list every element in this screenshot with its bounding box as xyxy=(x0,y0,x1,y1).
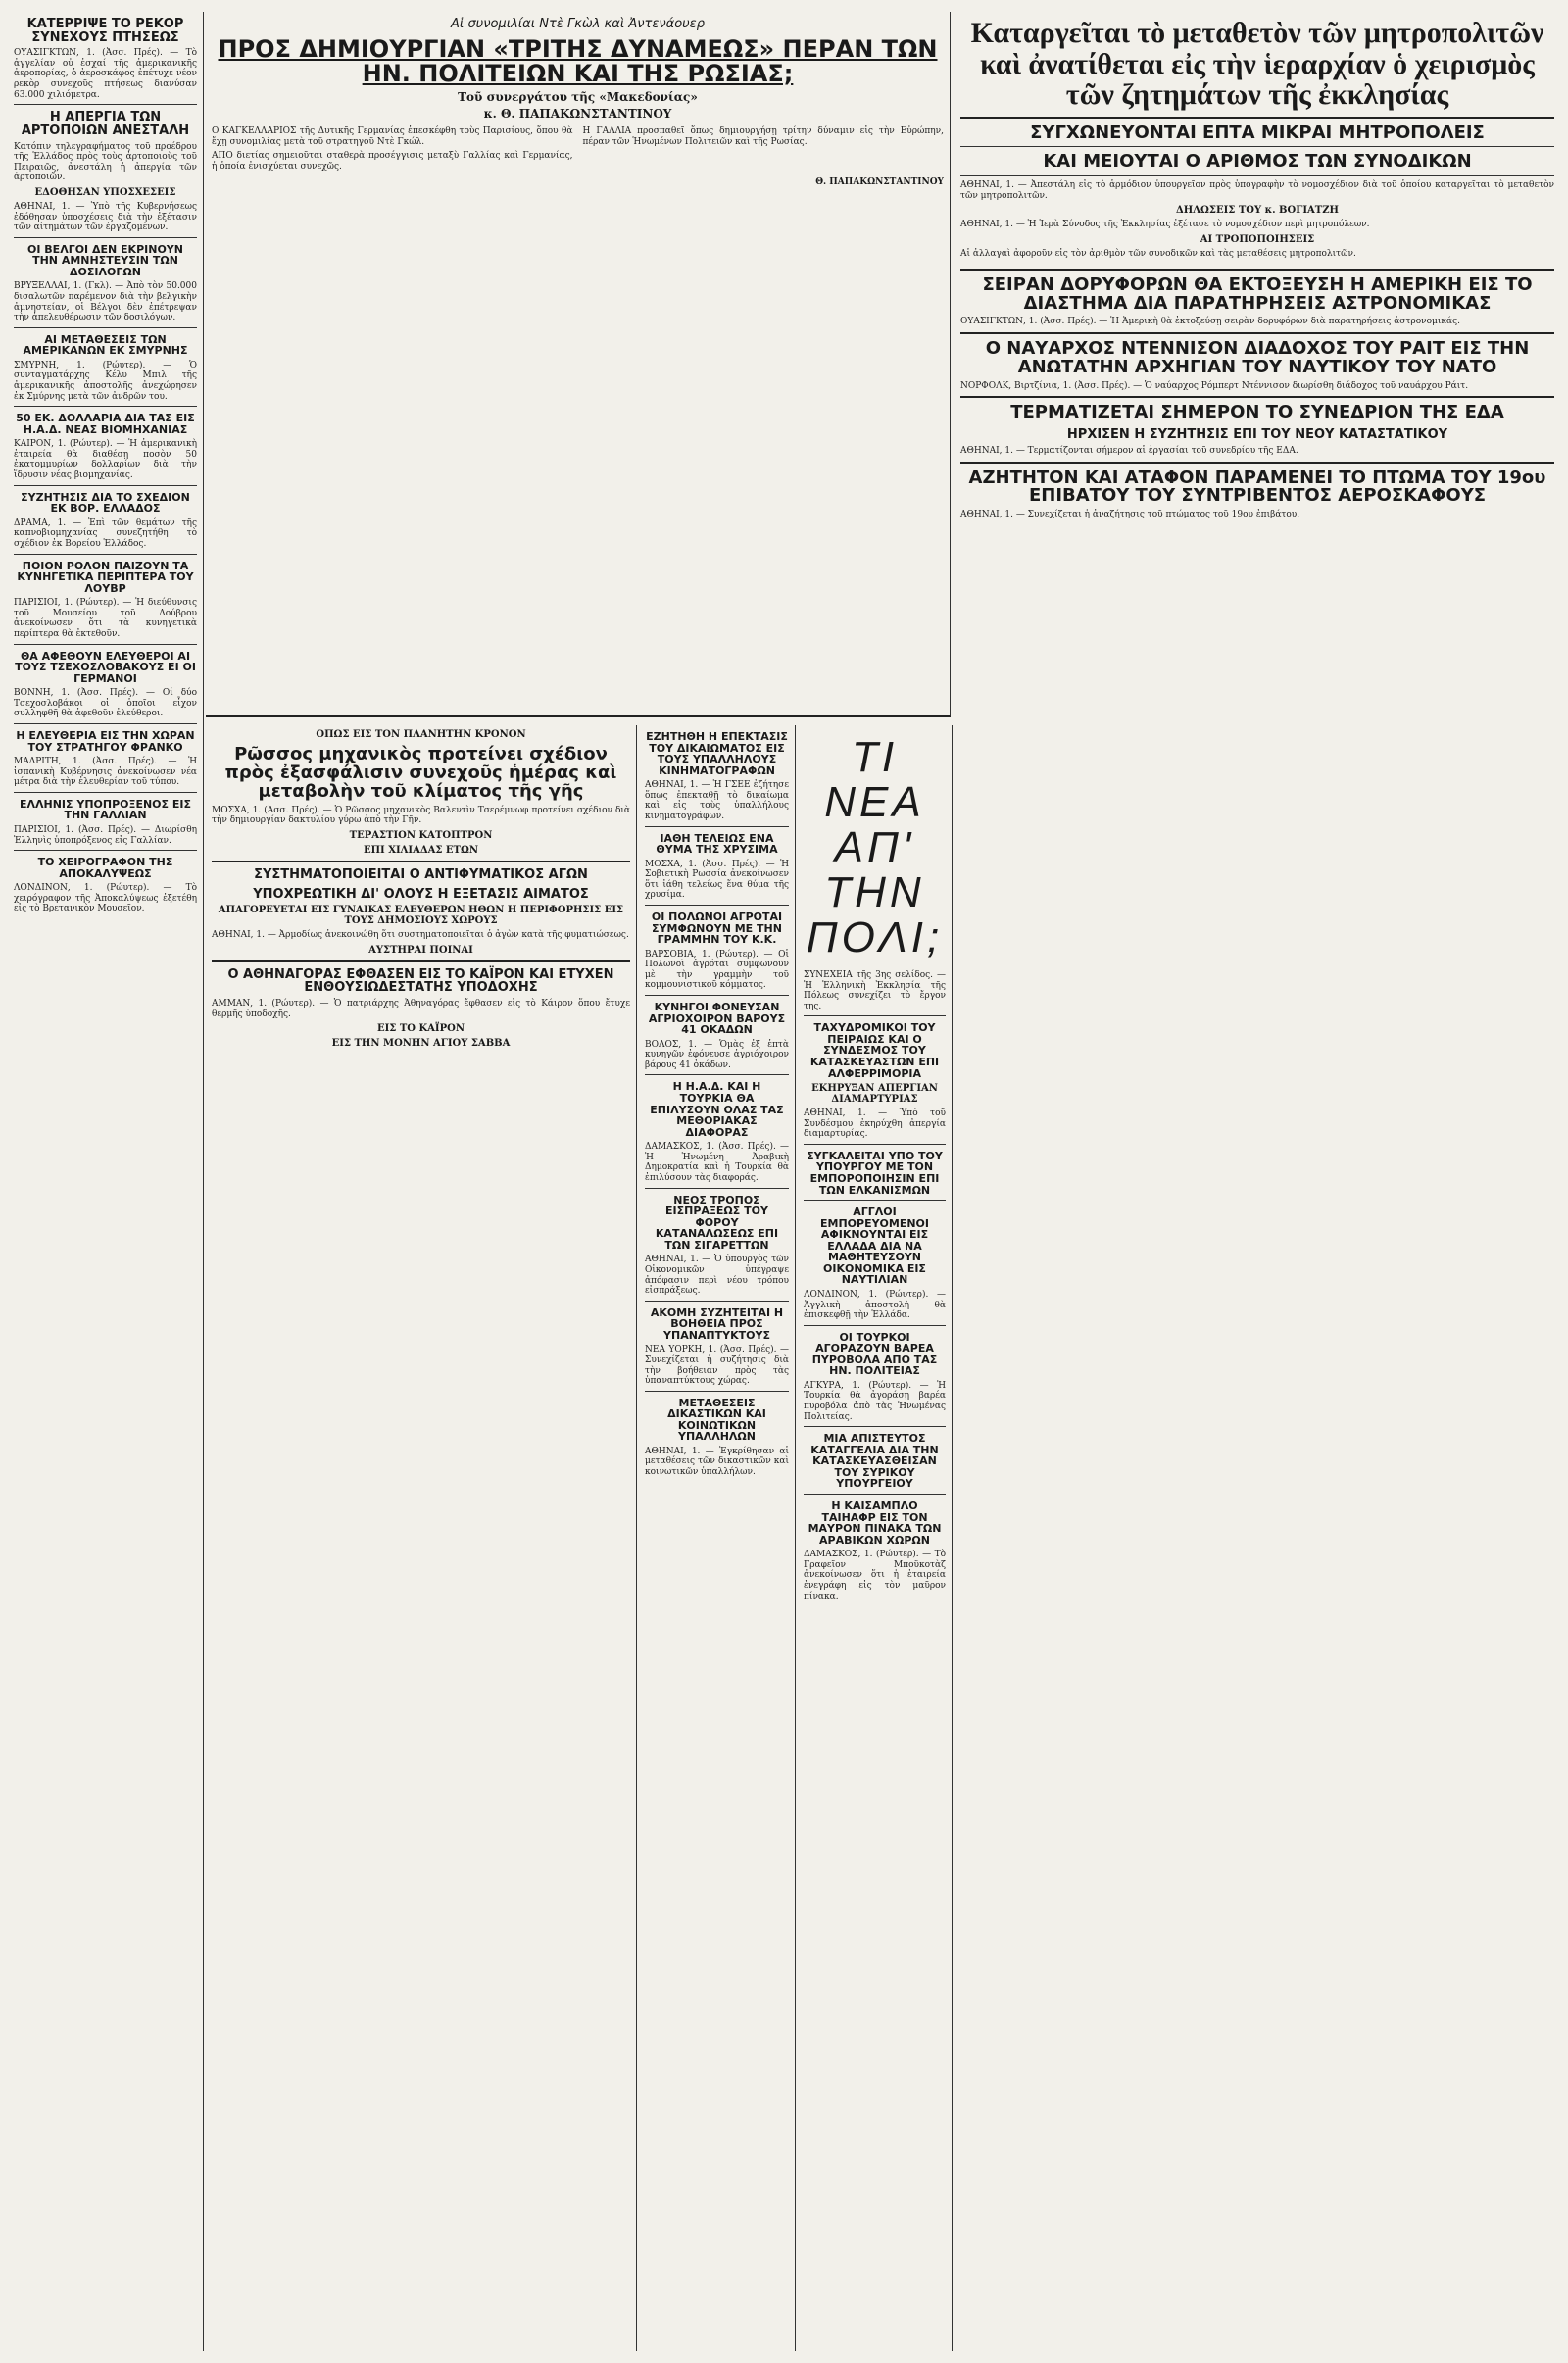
article-text: ΑΘΗΝΑΙ, 1. — Ὁ ὑπουργὸς τῶν Οἰκονομικῶν ὑπέγραψε ἀπόφασιν περὶ νέου τρόπου εἰσπράξεως. xyxy=(645,1255,789,1297)
headline: ΤΑΧΥΔΡΟΜΙΚΟΙ ΤΟΥ ΠΕΙΡΑΙΩΣ ΚΑΙ Ο ΣΥΝΔΕΣΜΟΣ ΤΟΥ ΚΑΤΑΣΚΕΥΑΣΤΩΝ ΕΠΙ ΑΛΦΕΡΡΙΜΟΡΙΑ xyxy=(809,1021,940,1080)
article-text: ΑΘΗΝΑΙ, 1. — Ὑπὸ τοῦ Συνδέσμου ἐκηρύχθη ἀπεργία διαμαρτυρίας. xyxy=(804,1108,946,1140)
section-title: ΤΙ ΝΕΑ ΑΠ' ΤΗΝ ΠΟΛΙ; xyxy=(806,733,944,961)
article-text: ΚΑΙΡΟΝ, 1. (Ρώυτερ). — Ἡ ἀμερικανικὴ ἑταιρεία θὰ διαθέσῃ ποσὸν 50 ἑκατομμυρίων δολλαρίων διὰ τὴν ἵδρυσιν νέας βιομηχανίας. xyxy=(14,439,197,481)
headline: 50 ΕΚ. ΔΟΛΛΑΡΙΑ ΔΙΑ ΤΑΣ ΕΙΣ Η.Α.Δ. ΝΕΑΣ ΒΙΟΜΗΧΑΝΙΑΣ xyxy=(16,412,195,436)
article-text: ΠΑΡΙΣΙΟΙ, 1. (Ρώυτερ). — Ἡ διεύθυνσις τοῦ Μουσείου τοῦ Λούβρου ἀνεκοίνωσεν ὅτι τὰ κυνηγετικὰ περίπτερα θὰ ἐκτεθοῦν. xyxy=(14,598,197,639)
headline: Ρῶσσος μηχανικὸς προτείνει σχέδιον πρὸς ἐξασφάλισιν συνεχοῦς ἡμέρας καὶ μεταβολὴν τοῦ κλίματος τῆς γῆς xyxy=(224,744,617,802)
article-text: ΑΓΚΥΡΑ, 1. (Ρώυτερ). — Ἡ Τουρκία θὰ ἀγοράσῃ βαρέα πυροβόλα ἀπὸ τὰς Ἡνωμένας Πολιτείας. xyxy=(804,1380,946,1422)
article-text: ΑΘΗΝΑΙ, 1. — Ἀπεστάλη εἰς τὸ ἁρμόδιον ὑπουργεῖον πρὸς ὑπογραφὴν τὸ νομοσχέδιον διὰ τοῦ ὁποίου καταργεῖται τὸ μεταθετὸν τῶν μητροπολιτῶν. xyxy=(960,180,1554,201)
right-section xyxy=(955,12,1560,2351)
article-text: ΣΥΝΕΧΕΙΑ τῆς 3ης σελίδος. — Ἡ Ἑλληνικὴ Ἐκκλησία τῆς Πόλεως συνεχίζει τὸ ἔργον της. xyxy=(804,970,946,1011)
article-text: ΒΡΥΞΕΛΛΑΙ, 1. (Γκλ). — Ἀπὸ τὸν 50.000 δισαλωτῶν παρέμενον διὰ τὴν βελγικὴν ἀμνηστείαν, οἱ Βέλγοι δὲν ἐπέτρεψαν τὴν ἀπελευθέρωσιν τῶν δοσιλόγων. xyxy=(14,281,197,323)
article-text: ΑΠΟ διετίας σημειοῦται σταθερὰ προσέγγισις μεταξὺ Γαλλίας καὶ Γερμανίας, ἡ ὁποία ἐνισχύεται συνεχῶς. xyxy=(212,151,573,172)
article-text: ΑΘΗΝΑΙ, 1. — Ἀρμοδίως ἀνεκοινώθη ὅτι συστηματοποιεῖται ὁ ἀγὼν κατὰ τῆς φυματιώσεως. xyxy=(212,930,629,941)
headline: ΣΕΙΡΑΝ ΔΟΡΥΦΟΡΩΝ ΘΑ ΕΚΤΟΞΕΥΣΗ Η ΑΜΕΡΙΚΗ ΕΙΣ ΤΟ ΔΙΑΣΤΗΜΑ ΔΙΑ ΠΑΡΑΤΗΡΗΣΕΙΣ ΑΣΤΡΟΝΟΜΙΚΑΣ xyxy=(982,273,1533,314)
article-text: ΣΜΥΡΝΗ, 1. (Ρώυτερ). — Ὁ συνταγματάρχης Κέλυ Μπιλ τῆς ἀμερικανικῆς ἀποστολῆς ἀνεχώρησεν ἐκ Σμύρνης μετὰ τῶν ἀνδρῶν του. xyxy=(14,360,197,402)
subheading: ΕΠΙ ΧΙΛΙΑΔΑΣ ΕΤΩΝ xyxy=(363,844,479,856)
article-text: ΝΟΡΦΟΛΚ, Βιρτζίνια, 1. (Ἀσσ. Πρές). — Ὁ ναύαρχος Ρόμπερτ Ντέννισον διωρίσθη διάδοχος τοῦ ναυάρχου Ράιτ. xyxy=(960,380,1469,391)
subheading: ΑΥΣΤΗΡΑΙ ΠΟΙΝΑΙ xyxy=(368,944,473,956)
headline: ΑΓΓΛΟΙ ΕΜΠΟΡΕΥΟΜΕΝΟΙ ΑΦΙΚΝΟΥΝΤΑΙ ΕΙΣ ΕΛΛΑΔΑ ΔΙΑ ΝΑ ΜΑΘΗΤΕΥΣΟΥΝ ΟΙΚΟΝΟΜΙΚΑ ΕΙΣ ΝΑΥΤΙΛΙΑΝ xyxy=(819,1206,930,1287)
headline: ΤΟ ΧΕΙΡΟΓΡΑΦΟΝ ΤΗΣ ΑΠΟΚΑΛΥΨΕΩΣ xyxy=(37,856,173,880)
article-text: ΝΕΑ ΥΟΡΚΗ, 1. (Ἀσσ. Πρές). — Συνεχίζεται ἡ συζήτησις διὰ τὴν βοήθειαν πρὸς τὰς ὑπαναπτύκτους χώρας. xyxy=(645,1345,789,1387)
headline: ΑΖΗΤΗΤΟΝ ΚΑΙ ΑΤΑΦΟΝ ΠΑΡΑΜΕΝΕΙ ΤΟ ΠΤΩΜΑ ΤΟΥ 19ου ΕΠΙΒΑΤΟΥ ΤΟΥ ΣΥΝΤΡΙΒΕΝΤΟΣ ΑΕΡΟΣΚΑΦΟΥΣ xyxy=(968,467,1546,507)
subheading: ΕΙΣ ΤΗΝ ΜΟΝΗΝ ΑΓΙΟΥ ΣΑΒΒΑ xyxy=(331,1038,511,1050)
subheading: ΕΙΣ ΤΟ ΚΑΪΡΟΝ xyxy=(377,1023,465,1035)
headline: Ο ΑΘΗΝΑΓΟΡΑΣ ΕΦΘΑΣΕΝ ΕΙΣ ΤΟ ΚΑΪΡΟΝ ΚΑΙ ΕΤΥΧΕΝ ΕΝΘΟΥΣΙΩΔΕΣΤΑΤΗΣ ΥΠΟΔΟΧΗΣ xyxy=(227,966,614,996)
lead-headline: Καταργεῖται τὸ μεταθετὸν τῶν μητροπολιτῶν καὶ ἀνατίθεται εἰς τὴν ἱεραρχίαν ὁ χειρισμὸς τῶν ζητημάτων τῆς ἐκκλησίας xyxy=(960,18,1554,119)
headline: Η ΑΠΕΡΓΙΑ ΤΩΝ ΑΡΤΟΠΟΙΩΝ ΑΝΕΣΤΑΛΗ xyxy=(21,110,190,138)
article-text: ΑΘΗΝΑΙ, 1. — Ἡ Ἱερὰ Σύνοδος τῆς Ἐκκλησίας ἐξέτασε τὸ νομοσχέδιον περὶ μητροπόλεων. xyxy=(960,220,1370,230)
column-4 xyxy=(639,725,796,2351)
headline: ΣΥΣΤΗΜΑΤΟΠΟΙΕΙΤΑΙ Ο ΑΝΤΙΦΥΜΑΤΙΚΟΣ ΑΓΩΝ xyxy=(254,866,588,882)
feature-kicker: Αἱ συνομιλίαι Ντὲ Γκὼλ καὶ Ἀντενάουερ xyxy=(451,17,705,31)
column-5 xyxy=(798,725,953,2351)
headline: ΠΟΙΟΝ ΡΟΛΟΝ ΠΑΙΖΟΥΝ ΤΑ ΚΥΝΗΓΕΤΙΚΑ ΠΕΡΙΠΤΕΡΑ ΤΟΥ ΛΟΥΒΡ xyxy=(17,559,194,595)
feature-block xyxy=(206,12,951,717)
article-text: ΑΘΗΝΑΙ, 1. — Ὑπὸ τῆς Κυβερνήσεως ἐδόθησαν ὑποσχέσεις διὰ τὴν ἐξέτασιν τῶν αἰτημάτων τῶν ἐργαζομένων. xyxy=(14,201,197,233)
headline: ΥΠΟΧΡΕΩΤΙΚΗ ΔΙ' ΟΛΟΥΣ Η ΕΞΕΤΑΣΙΣ ΑΙΜΑΤΟΣ xyxy=(253,886,589,902)
article-text: ΛΟΝΔΙΝΟΝ, 1. (Ρώυτερ). — Ἀγγλικὴ ἀποστολὴ θὰ ἐπισκεφθῇ τὴν Ἑλλάδα. xyxy=(804,1289,946,1321)
subheading: ΕΔΟΘΗΣΑΝ ΥΠΟΣΧΕΣΕΙΣ xyxy=(34,186,176,198)
headline: ΜΙΑ ΑΠΙΣΤΕΥΤΟΣ ΚΑΤΑΓΓΕΛΙΑ ΔΙΑ ΤΗΝ ΚΑΤΑΣΚΕΥΑΣΘΕΙΣΑΝ ΤΟΥ ΣΥΡΙΚΟΥ ΥΠΟΥΡΓΕΙΟΥ xyxy=(810,1432,939,1491)
headline: ΕΖΗΤΗΘΗ Η ΕΠΕΚΤΑΣΙΣ ΤΟΥ ΔΙΚΑΙΩΜΑΤΟΣ ΕΙΣ ΤΟΥΣ ΥΠΑΛΛΗΛΟΥΣ ΚΙΝΗΜΑΤΟΓΡΑΦΩΝ xyxy=(646,730,788,777)
headline: ΣΥΖΗΤΗΣΙΣ ΔΙΑ ΤΟ ΣΧΕΔΙΟΝ ΕΚ ΒΟΡ. ΕΛΛΑΔΟΣ xyxy=(21,490,190,516)
headline: ΕΛΛΗΝΙΣ ΥΠΟΠΡΟΞΕΝΟΣ ΕΙΣ ΤΗΝ ΓΑΛΛΙΑΝ xyxy=(19,797,192,822)
subheading: ΤΕΡΑΣΤΙΟΝ ΚΑΤΟΠΤΡΟΝ xyxy=(349,829,493,841)
feature-headline: ΠΡΟΣ ΔΗΜΙΟΥΡΓΙΑΝ «ΤΡΙΤΗΣ ΔΥΝΑΜΕΩΣ» ΠΕΡΑΝ ΤΩΝ ΗΝ. ΠΟΛΙΤΕΙΩΝ ΚΑΙ ΤΗΣ ΡΩΣΙΑΣ; xyxy=(218,34,938,87)
kicker: ΟΠΩΣ ΕΙΣ ΤΟΝ ΠΛΑΝΗΤΗΝ ΚΡΟΝΟΝ xyxy=(316,729,526,740)
article-text: ΔΑΜΑΣΚΟΣ, 1. (Ρώυτερ). — Τὸ Γραφεῖον Μποϋκοτὰζ ἀνεκοίνωσεν ὅτι ἡ ἑταιρεία ἐνεγράφη εἰς τὸν μαῦρον πίνακα. xyxy=(804,1550,946,1601)
article-text: ΟΥΑΣΙΓΚΤΩΝ, 1. (Ἀσσ. Πρές). — Τὸ ἀγγελίαν οὐ ἐσχαί τῆς ἀμερικανικῆς ἀεροπορίας, ὁ ἀεροσκάφος ἐπέτυχε νέον ρεκὸρ συνεχοῦς πτήσεως διανύσαν 63.000 χιλιόμετρα. xyxy=(14,48,197,100)
headline: ΟΙ ΒΕΛΓΟΙ ΔΕΝ ΕΚΡΙΝΟΥΝ ΤΗΝ ΑΜΝΗΣΤΕΥΣΙΝ ΤΩΝ ΔΟΣΙΛΟΓΩΝ xyxy=(27,242,183,278)
headline: ΤΕΡΜΑΤΙΖΕΤΑΙ ΣΗΜΕΡΟΝ ΤΟ ΣΥΝΕΔΡΙΟΝ ΤΗΣ ΕΔΑ xyxy=(1010,402,1504,423)
article-text: ΔΡΑΜΑ, 1. — Ἐπὶ τῶν θεμάτων τῆς καπνοβιομηχανίας συνεζητήθη τὸ σχέδιον ἐκ Βορείου Ἑλλάδος. xyxy=(14,517,197,549)
subheading: ΑΠΑΓΟΡΕΥΕΤΑΙ ΕΙΣ ΓΥΝΑΙΚΑΣ ΕΛΕΥΘΕΡΩΝ ΗΘΩΝ Η ΠΕΡΙΦΟΡΗΣΙΣ ΕΙΣ ΤΟΥΣ ΔΗΜΟΣΙΟΥΣ ΧΩΡΟΥΣ xyxy=(218,905,624,927)
headline: ΚΑΤΕΡΡΙΨΕ ΤΟ ΡΕΚΟΡ ΣΥΝΕΧΟΥΣ ΠΤΗΣΕΩΣ xyxy=(26,17,184,45)
headline: ΣΥΓΚΑΛΕΙΤΑΙ ΥΠΟ ΤΟΥ ΥΠΟΥΡΓΟΥ ΜΕ ΤΟΝ ΕΜΠΟΡΟΠΟΙΗΣΙΝ ΕΠΙ ΤΩΝ ΕΛΚΑΝΙΣΜΩΝ xyxy=(807,1149,943,1197)
article-text: ΔΑΜΑΣΚΟΣ, 1. (Ἀσσ. Πρές). — Ἡ Ἡνωμένη Ἀραβικὴ Δημοκρατία καὶ ἡ Τουρκία θὰ ἐπιλύσουν τὰς διαφοράς. xyxy=(645,1142,789,1183)
article-text: ΠΑΡΙΣΙΟΙ, 1. (Ἀσσ. Πρές). — Διωρίσθη Ἑλληνὶς ὑποπρόξενος εἰς Γαλλίαν. xyxy=(14,824,197,846)
article-text: ΜΑΔΡΙΤΗ, 1. (Ἀσσ. Πρές). — Ἡ ἰσπανικὴ Κυβέρνησις ἀνεκοίνωσεν νέα μέτρα διὰ τὴν ἐλευθερίαν τοῦ τύπου. xyxy=(14,757,197,788)
article-text: ΜΟΣΧΑ, 1. (Ἀσσ. Πρές). — Ἡ Σοβιετικὴ Ρωσσία ἀνεκοίνωσεν ὅτι ἰάθη τελείως ἕνα θύμα τῆς χρυσίμα. xyxy=(645,859,789,901)
article-text: ΟΥΑΣΙΓΚΤΩΝ, 1. (Ἀσσ. Πρές). — Ἡ Ἀμερικὴ θὰ ἐκτοξεύσῃ σειρὰν δορυφόρων διὰ παρατηρήσεις ἀστρονομικάς. xyxy=(960,317,1461,327)
headline: ΟΙ ΠΟΛΩΝΟΙ ΑΓΡΟΤΑΙ ΣΥΜΦΩΝΟΥΝ ΜΕ ΤΗΝ ΓΡΑΜΜΗΝ ΤΟΥ Κ.Κ. xyxy=(651,911,783,947)
article-text: ΑΘΗΝΑΙ, 1. — Ἡ ΓΣΕΕ ἐζήτησε ὅπως ἐπεκταθῇ τὸ δικαίωμα καὶ εἰς τοὺς ὑπαλλήλους κινηματογράφων. xyxy=(645,780,789,821)
column-2 xyxy=(206,725,637,2351)
lead-subheadline: ΚΑΙ ΜΕΙΟΥΤΑΙ Ο ΑΡΙΘΜΟΣ ΤΩΝ ΣΥΝΟΔΙΚΩΝ xyxy=(960,153,1554,176)
article-text: ΑΘΗΝΑΙ, 1. — Ἐγκρίθησαν αἱ μεταθέσεις τῶν δικαστικῶν καὶ κοινωτικῶν ὑπαλλήλων. xyxy=(645,1446,789,1478)
article-text: ΒΑΡΣΟΒΙΑ, 1. (Ρώυτερ). — Οἱ Πολωνοὶ ἀγρόται συμφωνοῦν μὲ τὴν γραμμὴν τοῦ κομμουνιστικοῦ κόμματος. xyxy=(645,949,789,991)
headline: Η Η.Α.Δ. ΚΑΙ Η ΤΟΥΡΚΙΑ ΘΑ ΕΠΙΛΥΣΟΥΝ ΟΛΑΣ ΤΑΣ ΜΕΘΟΡΙΑΚΑΣ ΔΙΑΦΟΡΑΣ xyxy=(650,1080,784,1139)
headline: ΝΕΟΣ ΤΡΟΠΟΣ ΕΙΣΠΡΑΞΕΩΣ ΤΟΥ ΦΟΡΟΥ ΚΑΤΑΝΑΛΩΣΕΩΣ ΕΠΙ ΤΩΝ ΣΙΓΑΡΕΤΤΩΝ xyxy=(655,1193,779,1252)
subheading: ΔΗΛΩΣΕΙΣ ΤΟΥ κ. ΒΟΓΙΑΤΖΗ xyxy=(1176,205,1339,217)
headline: ΚΥΝΗΓΟΙ ΦΟΝΕΥΣΑΝ ΑΓΡΙΟΧΟΙΡΟΝ ΒΑΡΟΥΣ 41 ΟΚΑΔΩΝ xyxy=(648,1001,786,1037)
article-text: Ο ΚΑΓΚΕΛΛΑΡΙΟΣ τῆς Δυτικῆς Γερμανίας ἐπεσκέφθη τοὺς Παρισίους, ὅπου θὰ ἔχῃ συνομιλίας μετὰ τοῦ στρατηγοῦ Ντὲ Γκώλ. xyxy=(212,126,573,147)
article-text: Η ΓΑΛΛΙΑ προσπαθεῖ ὅπως δημιουργήσῃ τρίτην δύναμιν εἰς τὴν Εὐρώπην, πέραν τῶν Ἡνωμένων Πολιτειῶν καὶ τῆς Ρωσίας. xyxy=(582,126,944,147)
headline: Η ΚΑΙΣΑΜΠΛΟ ΤΑΙΗΑΦΡ ΕΙΣ ΤΟΝ ΜΑΥΡΟΝ ΠΙΝΑΚΑ ΤΩΝ ΑΡΑΒΙΚΩΝ ΧΩΡΩΝ xyxy=(808,1499,942,1547)
article-text: Κατόπιν τηλεγραφήματος τοῦ προέδρου τῆς Ἑλλάδος πρὸς τοὺς ἀρτοποιοὺς τοῦ Πειραιῶς, ἀνεστάλη ἡ ἀπεργία τῶν ἀρτοποιῶν. xyxy=(14,141,197,183)
headline: ΑΙ ΜΕΤΑΘΕΣΕΙΣ ΤΩΝ ΑΜΕΡΙΚΑΝΩΝ ΕΚ ΣΜΥΡΝΗΣ xyxy=(23,332,188,358)
headline: Η ΕΛΕΥΘΕΡΙΑ ΕΙΣ ΤΗΝ ΧΩΡΑΝ ΤΟΥ ΣΤΡΑΤΗΓΟΥ ΦΡΑΝΚΟ xyxy=(16,728,195,754)
subheading: ΑΙ ΤΡΟΠΟΠΟΙΗΣΕΙΣ xyxy=(1200,234,1315,246)
article-text: ΑΘΗΝΑΙ, 1. — Συνεχίζεται ἡ ἀναζήτησις τοῦ πτώματος τοῦ 19ου ἐπιβάτου. xyxy=(960,510,1300,520)
byline: Τοῦ συνεργάτου τῆς «Μακεδονίας» xyxy=(458,90,698,105)
headline: ΟΙ ΤΟΥΡΚΟΙ ΑΓΟΡΑΖΟΥΝ ΒΑΡΕΑ ΠΥΡΟΒΟΛΑ ΑΠΟ ΤΑΣ ΗΝ. ΠΟΛΙΤΕΙΑΣ xyxy=(811,1330,938,1378)
headline: ΑΚΟΜΗ ΣΥΖΗΤΕΙΤΑΙ Η ΒΟΗΘΕΙΑ ΠΡΟΣ ΥΠΑΝΑΠΤΥΚΤΟΥΣ xyxy=(650,1305,784,1342)
article-text: Αἱ ἀλλαγαὶ ἀφοροῦν εἰς τὸν ἀριθμὸν τῶν συνοδικῶν καὶ τὰς μεταθέσεις μητροπολιτῶν. xyxy=(960,249,1356,260)
headline: ΗΡΧΙΣΕΝ Η ΣΥΖΗΤΗΣΙΣ ΕΠΙ ΤΟΥ ΝΕΟΥ ΚΑΤΑΣΤΑΤΙΚΟΥ xyxy=(1066,427,1448,443)
article-text: ΒΟΝΝΗ, 1. (Ἀσσ. Πρές). — Οἱ δύο Τσεχοσλοβάκοι οἱ ὁποῖοι εἶχον συλληφθῆ θὰ ἀφεθοῦν ἐλεύθεροι. xyxy=(14,688,197,719)
headline: ΜΕΤΑΘΕΣΕΙΣ ΔΙΚΑΣΤΙΚΩΝ ΚΑΙ ΚΟΙΝΩΤΙΚΩΝ ΥΠΑΛΛΗΛΩΝ xyxy=(667,1396,766,1444)
article-text: ΒΟΛΟΣ, 1. — Ὁμὰς ἐξ ἑπτὰ κυνηγῶν ἐφόνευσε ἀγριόχοιρον βάρους 41 ὀκάδων. xyxy=(645,1039,789,1070)
headline: ΙΑΘΗ ΤΕΛΕΙΩΣ ΕΝΑ ΘΥΜΑ ΤΗΣ ΧΡΥΣΙΜΑ xyxy=(656,831,778,857)
article-text: ΑΘΗΝΑΙ, 1. — Τερματίζονται σήμερον αἱ ἐργασίαι τοῦ συνεδρίου τῆς ΕΔΑ. xyxy=(960,445,1298,456)
column-1 xyxy=(8,12,204,2351)
headline: Ο ΝΑΥΑΡΧΟΣ ΝΤΕΝΝΙΣΟΝ ΔΙΑΔΟΧΟΣ ΤΟΥ ΡΑΙΤ ΕΙΣ ΤΗΝ ΑΝΩΤΑΤΗΝ ΑΡΧΗΓΙΑΝ ΤΟΥ ΝΑΥΤΙΚΟΥ ΤΟΥ ΝΑΤΟ xyxy=(985,338,1530,377)
subheading: ΕΚΗΡΥΞΑΝ ΑΠΕΡΓΙΑΝ ΔΙΑΜΑΡΤΥΡΙΑΣ xyxy=(811,1083,938,1106)
headline: ΘΑ ΑΦΕΘΟΥΝ ΕΛΕΥΘΕΡΟΙ ΑΙ ΤΟΥΣ ΤΣΕΧΟΣΛΟΒΑΚΟΥΣ ΕΙ ΟΙ ΓΕΡΜΑΝΟΙ xyxy=(15,649,196,685)
author-signature: Θ. ΠΑΠΑΚΩΝΣΤΑΝΤΙΝΟΥ xyxy=(815,177,944,188)
byline-name: κ. Θ. ΠΑΠΑΚΩΝΣΤΑΝΤΙΝΟΥ xyxy=(483,107,672,122)
article-text: ΜΟΣΧΑ, 1. (Ἀσσ. Πρές). — Ὁ Ρῶσσος μηχανικὸς Βαλεντὶν Τσερέμνωφ προτείνει σχέδιον διὰ τὴν δημιουργίαν δακτυλίου γύρω ἀπὸ τὴν Γῆν. xyxy=(212,805,630,826)
article-text: ΛΟΝΔΙΝΟΝ, 1. (Ρώυτερ). — Τὸ χειρόγραφον τῆς Ἀποκαλύψεως ἐξετέθη εἰς τὸ Βρετανικὸν Μουσεῖον. xyxy=(14,883,197,914)
lead-subheadline: ΣΥΓΧΩΝΕΥΟΝΤΑΙ ΕΠΤΑ ΜΙΚΡΑΙ ΜΗΤΡΟΠΟΛΕΙΣ xyxy=(960,124,1554,148)
article-text: ΑΜΜΑΝ, 1. (Ρώυτερ). — Ὁ πατριάρχης Ἀθηναγόρας ἔφθασεν εἰς τὸ Κάιρον ὅπου ἔτυχε θερμῆς ὑποδοχῆς. xyxy=(212,999,630,1019)
